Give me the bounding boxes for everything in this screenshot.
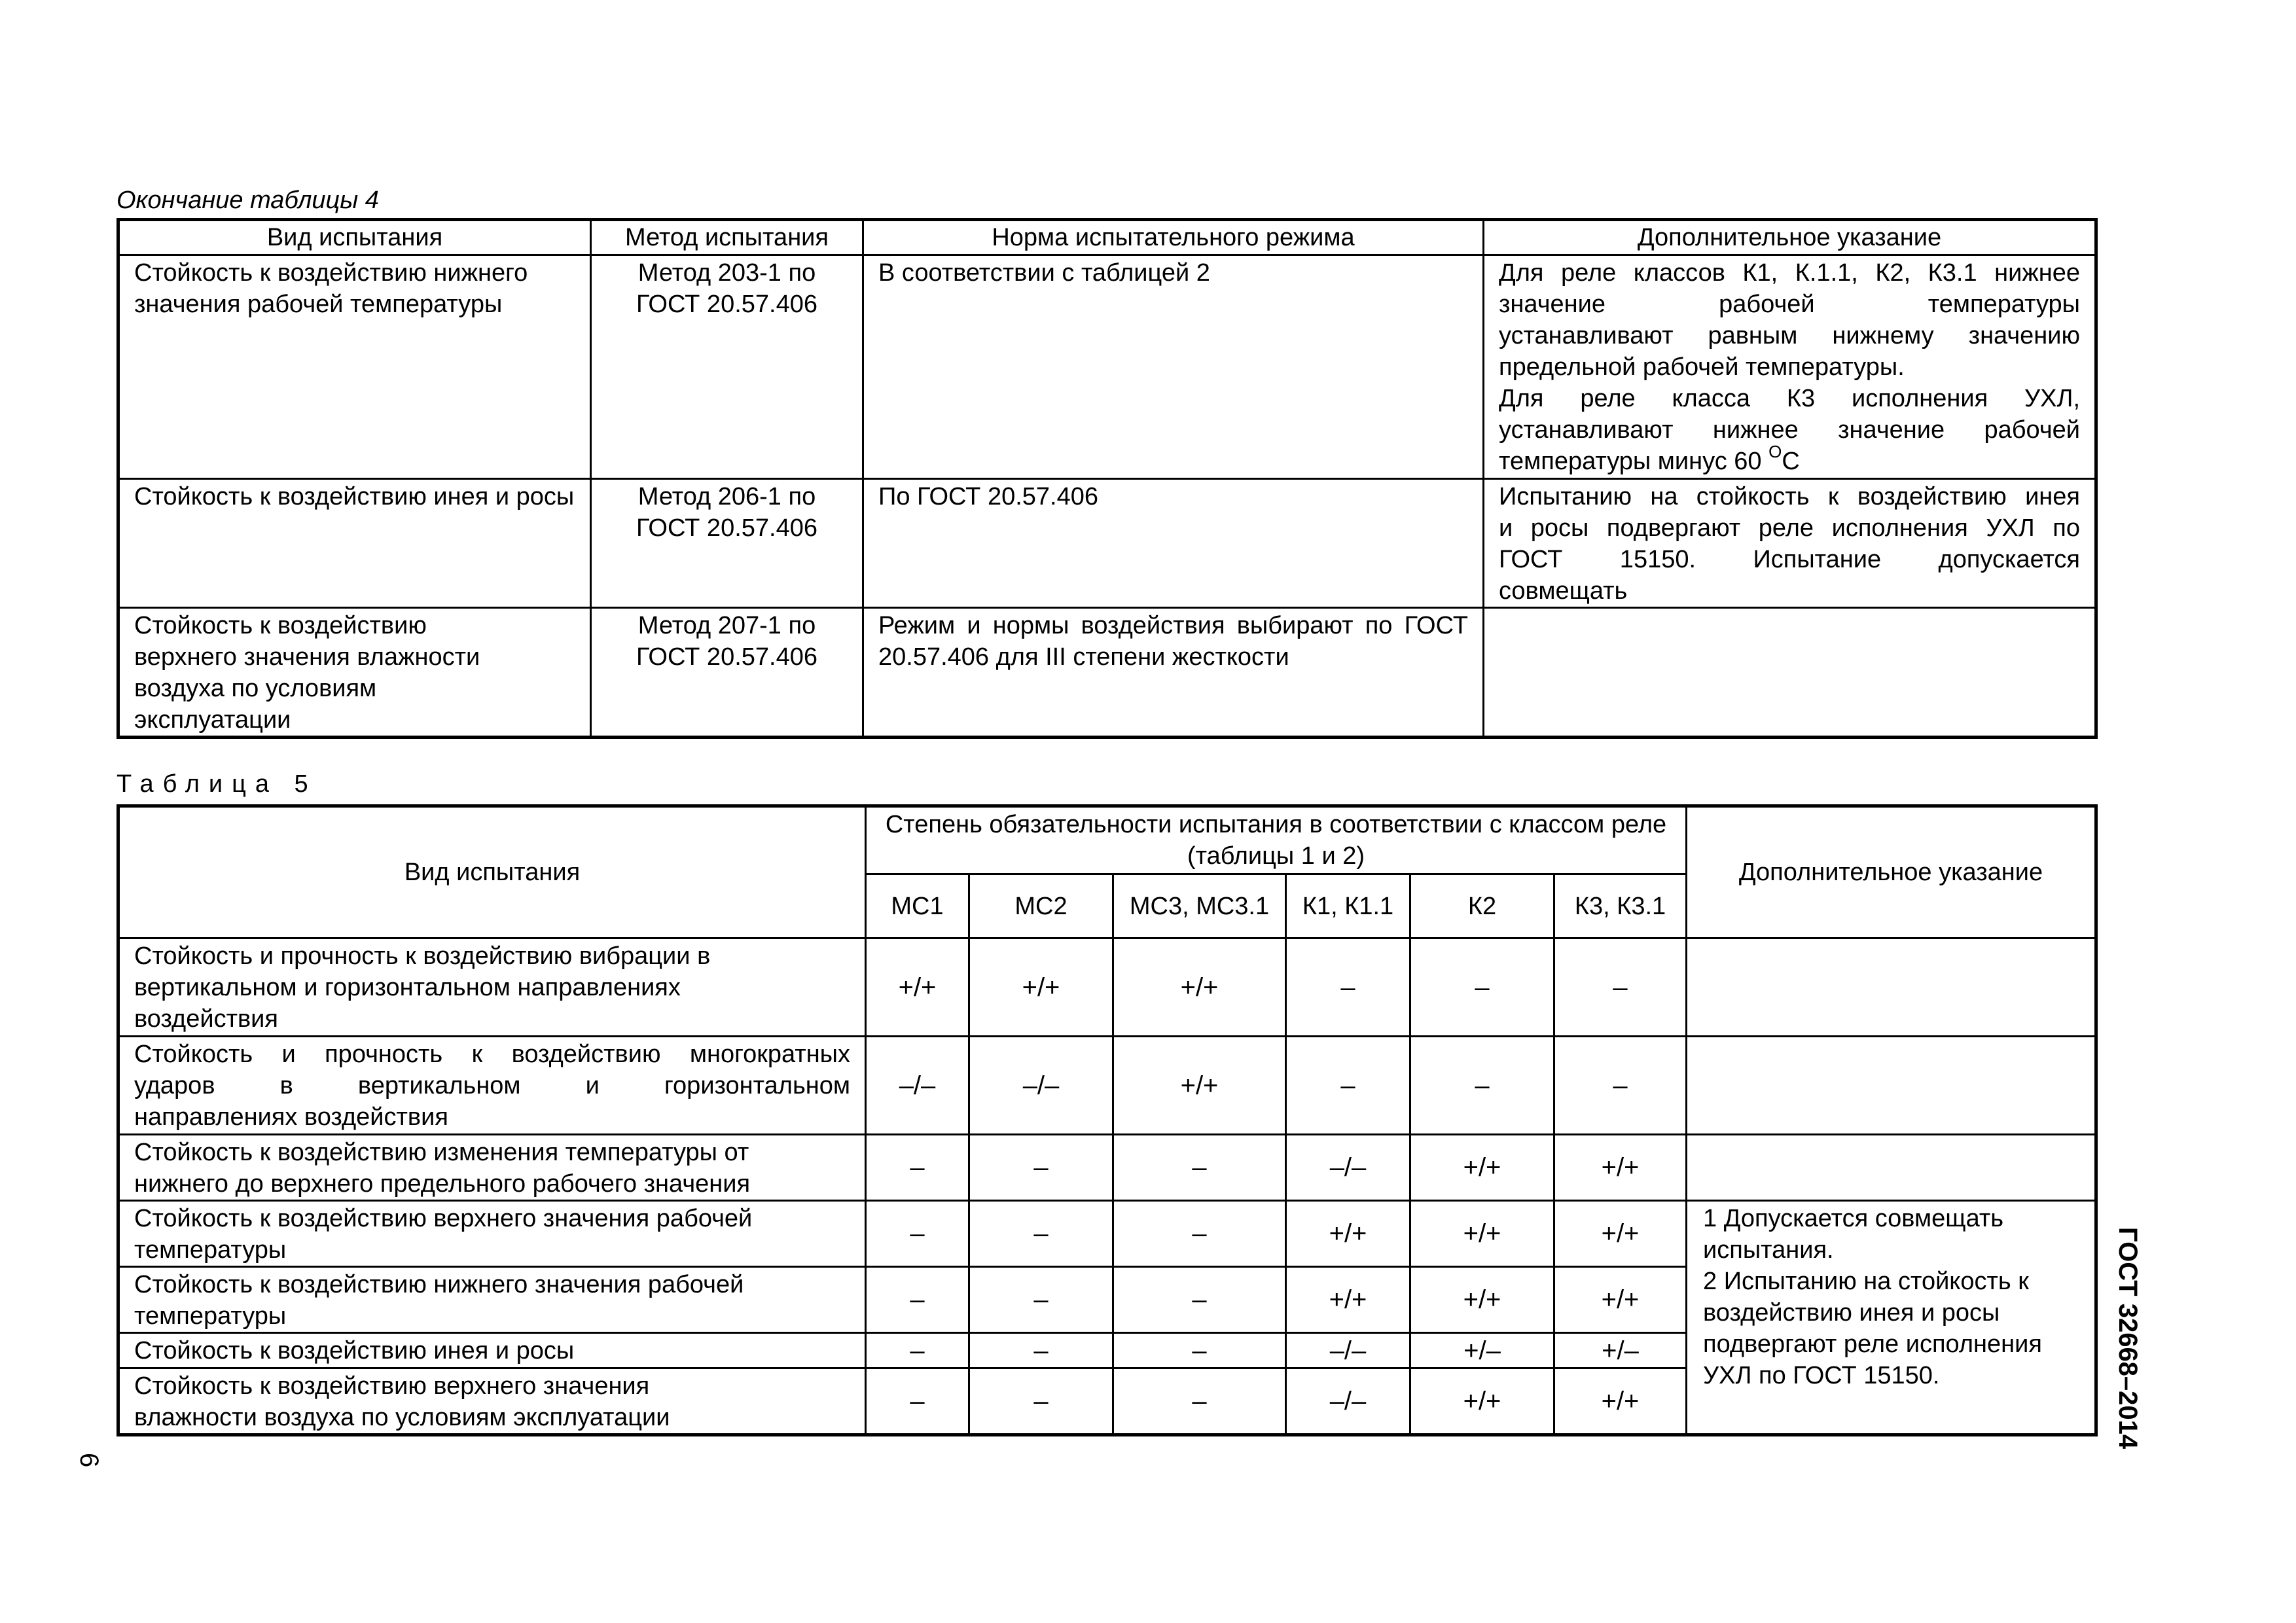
test-line: вертикальном и горизонтальном направлениях <box>134 974 681 1001</box>
table5-row6-test <box>118 1333 866 1368</box>
table4-row2-norm: По ГОСТ 20.57.406 <box>863 479 1484 608</box>
note-line: совмещать <box>1499 577 1628 605</box>
table4-header-method: Метод испытания <box>591 220 863 255</box>
table5-cell: – <box>1113 1267 1286 1333</box>
table5-cell: – <box>1410 938 1554 1037</box>
table5-cell: – <box>1113 1135 1286 1201</box>
table5-cell: – <box>1410 1037 1554 1135</box>
table4-row2-method: Метод 206-1 по ГОСТ 20.57.406 <box>591 479 863 608</box>
test-line: воздуха по условиям <box>134 675 377 702</box>
table5-header-test: Вид испытания <box>118 806 866 938</box>
note-line: Для реле класса К3 исполнения УХЛ, <box>1499 385 2080 412</box>
table5-cell: +/+ <box>1410 1135 1554 1201</box>
table5-cell: – <box>1113 1333 1286 1368</box>
test-line: Стойкость к воздействию инея и росы <box>134 1337 575 1364</box>
table5-cell: – <box>866 1135 969 1201</box>
table4-row3-norm: Режим и нормы воздействия выбирают по ГОСТ 20.57.406 для III степени жесткости <box>863 608 1484 738</box>
table4-row2-test: Стойкость к воздействию инея и росы <box>118 479 591 608</box>
table5-cell: –/– <box>866 1037 969 1135</box>
table4-header-row <box>118 220 2096 255</box>
test-line: Стойкость к воздействию <box>134 612 427 639</box>
table5-cell: –/– <box>1286 1368 1410 1435</box>
table5-row2-note <box>1687 1037 2096 1135</box>
table-row <box>118 608 2096 738</box>
table5-merged-note: 1 Допускается совмещать испытания. 2 Испытанию на стойкость к воздействию инея и росы подвергают реле исполнения УХЛ по ГОСТ 15150. <box>1687 1201 2096 1435</box>
table5-row7-test <box>118 1368 866 1435</box>
table5-cell: – <box>1113 1201 1286 1267</box>
table5-cell: – <box>969 1201 1113 1267</box>
table5-cell: – <box>1554 938 1687 1037</box>
table5-cell: +/+ <box>1286 1201 1410 1267</box>
table4-row3-test <box>118 608 591 738</box>
table5-cell: +/+ <box>1113 938 1286 1037</box>
table5-cell: +/+ <box>1554 1135 1687 1201</box>
test-line: Стойкость и прочность к воздействию вибрации в <box>134 942 711 970</box>
table5-class-header: МС2 <box>969 874 1113 938</box>
table5-cell: – <box>1113 1368 1286 1435</box>
table5-cell: +/– <box>1410 1333 1554 1368</box>
table5-cell: +/+ <box>1554 1201 1687 1267</box>
table4-row3-method: Метод 207-1 по ГОСТ 20.57.406 <box>591 608 863 738</box>
table5-cell: +/+ <box>1554 1368 1687 1435</box>
table5-row1-test <box>118 938 866 1037</box>
test-line: верхнего значения влажности <box>134 643 480 671</box>
note-temp-unit: С <box>1782 448 1800 475</box>
table-row <box>118 938 2096 1037</box>
table5-caption: Таблица 5 <box>117 770 317 798</box>
test-line: Стойкость к воздействию верхнего значения <box>134 1372 650 1400</box>
table-4 <box>117 218 2098 739</box>
table5-row3-note <box>1687 1135 2096 1201</box>
table5-class-header: МС1 <box>866 874 969 938</box>
table5-cell: – <box>866 1267 969 1333</box>
note-line: значение рабочей температуры <box>1499 291 2080 318</box>
table5-cell: +/+ <box>1286 1267 1410 1333</box>
table4-row3-note <box>1484 608 2096 738</box>
note-line: ГОСТ 15150. Испытание допускается <box>1499 546 2080 573</box>
table-row <box>118 255 2096 479</box>
table4-row1-norm: В соответствии с таблицей 2 <box>863 255 1484 479</box>
table5-cell: +/+ <box>1554 1267 1687 1333</box>
test-line: воздействия <box>134 1005 278 1033</box>
table-row <box>118 1201 2096 1267</box>
note-line: и росы подвергают реле исполнения УХЛ по <box>1499 514 2080 542</box>
table5-cell: – <box>866 1368 969 1435</box>
table4-caption: Окончание таблицы 4 <box>117 187 379 214</box>
table5-row5-test <box>118 1267 866 1333</box>
table5-row2-test <box>118 1037 866 1135</box>
page-number: 6 <box>75 1453 103 1468</box>
table5-cell: –/– <box>1286 1333 1410 1368</box>
note-line: устанавливают равным нижнему значению <box>1499 322 2080 349</box>
table5-cell: – <box>969 1368 1113 1435</box>
table5-cell: – <box>969 1333 1113 1368</box>
table5-cell: –/– <box>969 1037 1113 1135</box>
table5-class-header: К1, К1.1 <box>1286 874 1410 938</box>
table4-row1-test: Стойкость к воздействию нижнего значения рабочей температуры <box>118 255 591 479</box>
table5-cell: – <box>1554 1037 1687 1135</box>
table5-cell: +/+ <box>1410 1201 1554 1267</box>
table5-cell: +/+ <box>1410 1368 1554 1435</box>
table5-cell: +/+ <box>866 938 969 1037</box>
table5-cell: – <box>866 1201 969 1267</box>
test-line: температуры <box>134 1302 287 1330</box>
note-line <box>1499 442 2080 477</box>
test-line: влажности воздуха по условиям эксплуатации <box>134 1404 670 1431</box>
table-5 <box>117 804 2098 1436</box>
table5-cell: +/+ <box>969 938 1113 1037</box>
table5-class-header: К2 <box>1410 874 1554 938</box>
note-temp-prefix: температуры минус 60 <box>1499 448 1769 475</box>
table4-header-note: Дополнительное указание <box>1484 220 2096 255</box>
test-line: температуры <box>134 1236 287 1264</box>
test-line: направлениях воздействия <box>134 1103 448 1131</box>
test-line: Стойкость и прочность к воздействию многократных <box>134 1041 850 1068</box>
degree-mark: О <box>1768 442 1782 461</box>
table4-row2-note <box>1484 479 2096 608</box>
table5-cell: +/– <box>1554 1333 1687 1368</box>
note-line: Испытанию на стойкость к воздействию инея <box>1499 483 2080 510</box>
table5-cell: +/+ <box>1113 1037 1286 1135</box>
table4-header-norm: Норма испытательного режима <box>863 220 1484 255</box>
table5-class-header: К3, К3.1 <box>1554 874 1687 938</box>
note-line: устанавливают нижнее значение рабочей <box>1499 416 2080 444</box>
table5-row1-note <box>1687 938 2096 1037</box>
standard-code: ГОСТ 32668–2014 <box>2113 1227 2142 1450</box>
table4-header-test: Вид испытания <box>118 220 591 255</box>
table-row <box>118 1037 2096 1135</box>
table5-row3-test <box>118 1135 866 1201</box>
table5-cell: +/+ <box>1410 1267 1554 1333</box>
table5-header-degree: Степень обязательности испытания в соответствии с классом реле (таблицы 1 и 2) <box>866 806 1687 874</box>
note-line: предельной рабочей температуры. <box>1499 353 1905 381</box>
test-line: ударов в вертикальном и горизонтальном <box>134 1072 850 1099</box>
table4-row1-method: Метод 203-1 по ГОСТ 20.57.406 <box>591 255 863 479</box>
table-row <box>118 479 2096 608</box>
table5-cell: – <box>1286 1037 1410 1135</box>
table5-row4-test <box>118 1201 866 1267</box>
test-line: Стойкость к воздействию верхнего значения рабочей <box>134 1205 753 1232</box>
table5-cell: – <box>866 1333 969 1368</box>
table5-cell: – <box>1286 938 1410 1037</box>
table5-cell: –/– <box>1286 1135 1410 1201</box>
test-line: нижнего до верхнего предельного рабочего значения <box>134 1170 751 1198</box>
table5-cell: – <box>969 1135 1113 1201</box>
table5-header-note: Дополнительное указание <box>1687 806 2096 938</box>
table4-row1-note <box>1484 255 2096 479</box>
note-line: Для реле классов К1, К.1.1, К2, К3.1 нижнее <box>1499 259 2080 287</box>
test-line: Стойкость к воздействию нижнего значения рабочей <box>134 1271 744 1298</box>
test-line: Стойкость к воздействию изменения температуры от <box>134 1139 749 1166</box>
table5-class-header: МС3, МС3.1 <box>1113 874 1286 938</box>
table5-cell: – <box>969 1267 1113 1333</box>
test-line: эксплуатации <box>134 706 291 734</box>
table-row <box>118 1135 2096 1201</box>
table5-header-row <box>118 806 2096 874</box>
